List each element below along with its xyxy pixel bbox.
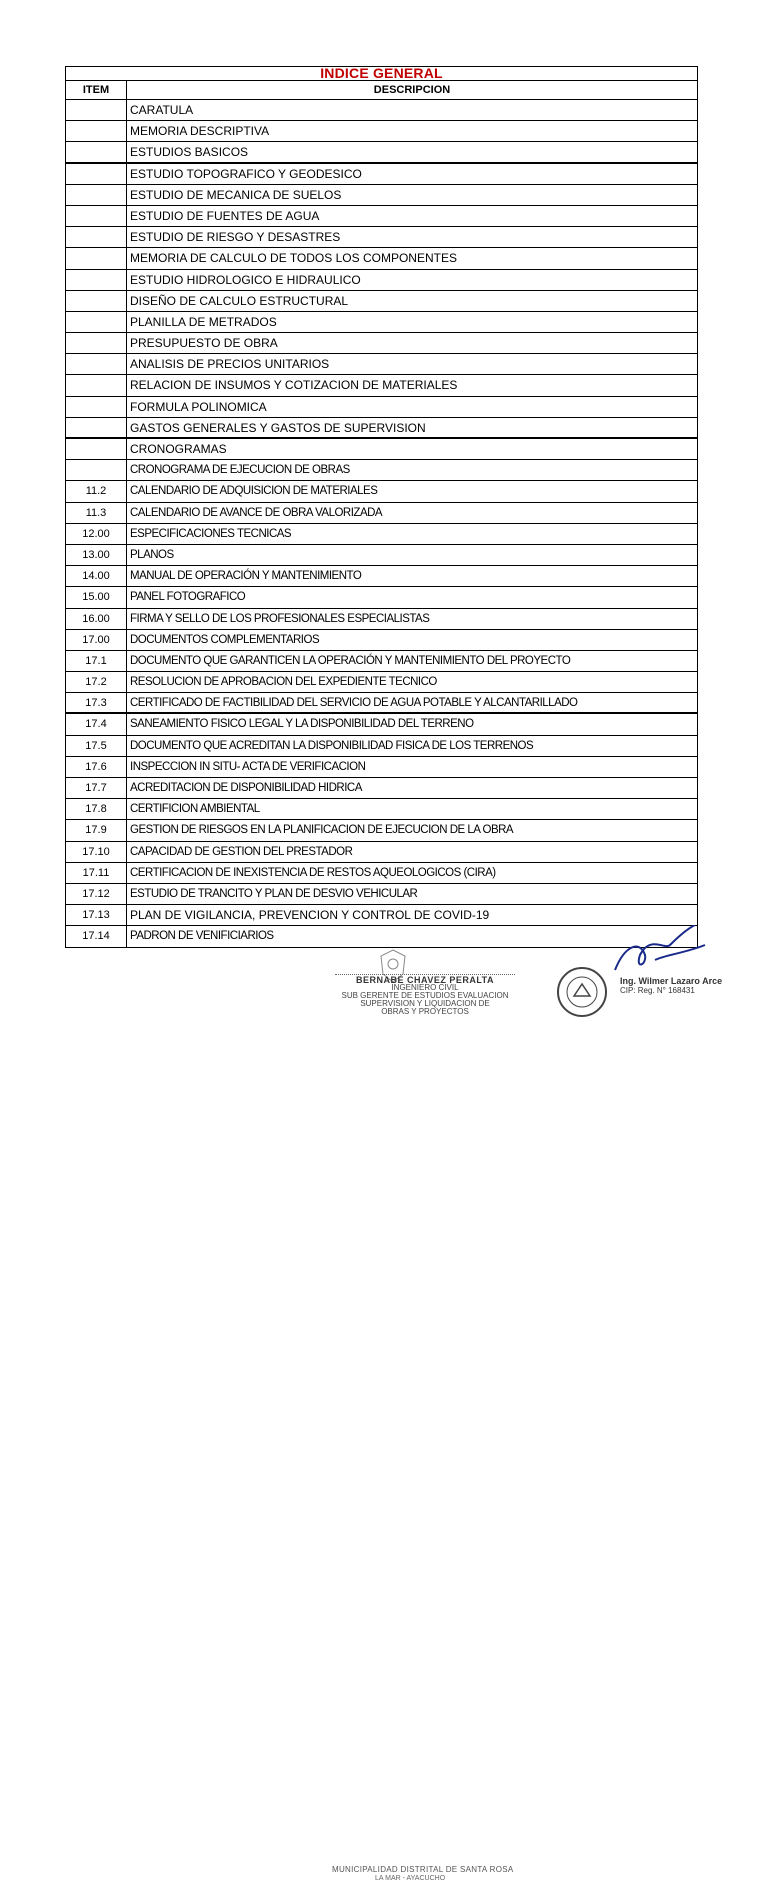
row-description: GASTOS GENERALES Y GASTOS DE SUPERVISION bbox=[130, 420, 426, 435]
header-description: DESCRIPCION bbox=[373, 84, 451, 96]
row-item bbox=[66, 460, 127, 480]
row-item bbox=[66, 291, 127, 311]
row-description: MEMORIA DE CALCULO DE TODOS LOS COMPONENTES bbox=[130, 251, 457, 266]
row-item bbox=[66, 312, 127, 332]
row-item: 17.13 bbox=[66, 905, 127, 925]
table-row bbox=[66, 905, 697, 926]
table-row bbox=[66, 185, 697, 206]
row-description: PLANOS bbox=[130, 548, 174, 561]
left-engineer-role-2: SUPERVISION Y LIQUIDACION DE bbox=[360, 999, 490, 1008]
row-item: 17.7 bbox=[66, 778, 127, 798]
row-description: ESPECIFICACIONES TECNICAS bbox=[130, 527, 292, 540]
table-row bbox=[66, 545, 697, 566]
table-row bbox=[66, 630, 697, 651]
row-item bbox=[66, 248, 127, 268]
row-description: PANEL FOTOGRAFICO bbox=[130, 591, 246, 604]
table-row bbox=[66, 248, 697, 269]
header-item: ITEM bbox=[66, 81, 127, 99]
row-description: ESTUDIO DE TRANCITO Y PLAN DE DESVIO VEHICULAR bbox=[130, 887, 418, 900]
row-description: ESTUDIO DE RIESGO Y DESASTRES bbox=[130, 230, 341, 245]
municipality-place-text: LA MAR - AYACUCHO bbox=[375, 1875, 446, 1882]
table-row bbox=[66, 227, 697, 248]
row-description: CERTIFICION AMBIENTAL bbox=[130, 803, 260, 816]
row-description: ANALISIS DE PRECIOS UNITARIOS bbox=[130, 357, 330, 372]
table-row bbox=[66, 778, 697, 799]
table-row bbox=[66, 312, 697, 333]
left-engineer-role-3: OBRAS Y PROYECTOS bbox=[381, 1007, 469, 1016]
table-header bbox=[66, 81, 697, 100]
row-description: FIRMA Y SELLO DE LOS PROFESIONALES ESPECIALISTAS bbox=[130, 612, 430, 625]
row-description: GESTION DE RIESGOS EN LA PLANIFICACION DE EJECUCION DE LA OBRA bbox=[130, 824, 514, 837]
table-row bbox=[66, 651, 697, 672]
row-description: ESTUDIOS BASICOS bbox=[130, 145, 249, 160]
row-description: PADRON DE VENIFICIARIOS bbox=[130, 930, 274, 943]
row-description: CALENDARIO DE ADQUISICION DE MATERIALES bbox=[130, 485, 378, 498]
row-item bbox=[66, 375, 127, 395]
table-row bbox=[66, 587, 697, 608]
left-engineer-role-1: SUB GERENTE DE ESTUDIOS EVALUACION bbox=[341, 991, 509, 1000]
left-engineer-title: INGENIERO CIVIL bbox=[391, 983, 459, 992]
table-row bbox=[66, 524, 697, 545]
row-item bbox=[66, 270, 127, 290]
document-title: INDICE GENERAL bbox=[66, 67, 697, 81]
row-item: 15.00 bbox=[66, 587, 127, 607]
right-engineer-name: Ing. Wilmer Lazaro Arce bbox=[620, 976, 723, 986]
table-row bbox=[66, 693, 697, 714]
row-description: RELACION DE INSUMOS Y COTIZACION DE MATERIALES bbox=[130, 378, 458, 393]
row-description: CRONOGRAMAS bbox=[130, 442, 227, 456]
row-description: CALENDARIO DE AVANCE DE OBRA VALORIZADA bbox=[130, 506, 383, 519]
row-item: 17.8 bbox=[66, 799, 127, 819]
row-item bbox=[66, 142, 127, 161]
table-row bbox=[66, 100, 697, 121]
table-row bbox=[66, 757, 697, 778]
row-item bbox=[66, 164, 127, 184]
seal-icon bbox=[556, 966, 608, 1018]
table-row bbox=[66, 142, 697, 163]
row-item bbox=[66, 354, 127, 374]
row-item bbox=[66, 333, 127, 353]
table-row bbox=[66, 503, 697, 524]
row-description: DOCUMENTOS COMPLEMENTARIOS bbox=[130, 633, 320, 646]
row-item: 17.1 bbox=[66, 651, 127, 671]
row-item bbox=[66, 185, 127, 205]
table-row bbox=[66, 121, 697, 142]
row-description: CERTIFICACION DE INEXISTENCIA DE RESTOS AQUEOLOGICOS (CIRA) bbox=[130, 866, 496, 879]
table-row bbox=[66, 842, 697, 863]
row-item: 17.3 bbox=[66, 693, 127, 712]
signature-area bbox=[0, 930, 768, 1882]
row-description: ACREDITACION DE DISPONIBILIDAD HIDRICA bbox=[130, 782, 362, 794]
row-description: DISEÑO DE CALCULO ESTRUCTURAL bbox=[130, 293, 349, 308]
row-description: INSPECCION IN SITU- ACTA DE VERIFICACION bbox=[130, 760, 366, 773]
row-item: 17.10 bbox=[66, 842, 127, 862]
row-item: 12.00 bbox=[66, 524, 127, 544]
row-item bbox=[66, 397, 127, 417]
row-item bbox=[66, 121, 127, 141]
row-item: 17.6 bbox=[66, 757, 127, 777]
row-description: MEMORIA DESCRIPTIVA bbox=[130, 124, 270, 139]
table-row bbox=[66, 566, 697, 587]
table-row bbox=[66, 609, 697, 630]
row-item: 17.11 bbox=[66, 863, 127, 883]
table-row bbox=[66, 397, 697, 418]
table-row bbox=[66, 460, 697, 481]
row-item: 17.4 bbox=[66, 714, 127, 734]
row-item: 11.3 bbox=[66, 503, 127, 523]
row-item: 11.2 bbox=[66, 481, 127, 501]
table-row bbox=[66, 375, 697, 396]
row-item bbox=[66, 100, 127, 120]
row-description: CERTIFICADO DE FACTIBILIDAD DEL SERVICIO DE AGUA POTABLE Y ALCANTARILLADO bbox=[130, 697, 578, 710]
row-description: DOCUMENTO QUE ACREDITAN LA DISPONIBILIDAD FISICA DE LOS TERRENOS bbox=[130, 739, 534, 752]
row-description: PLAN DE VIGILANCIA, PREVENCION Y CONTROL DE COVID-19 bbox=[130, 908, 490, 923]
table-row bbox=[66, 799, 697, 820]
table-row bbox=[66, 354, 697, 375]
left-engineer-name: BERNABE CHAVEZ PERALTA bbox=[335, 974, 515, 984]
row-item: 17.14 bbox=[66, 926, 127, 946]
table-row bbox=[66, 164, 697, 185]
table-row bbox=[66, 820, 697, 841]
row-description: DOCUMENTO QUE GARANTICEN LA OPERACIÓN Y MANTENIMIENTO DEL PROYECTO bbox=[130, 654, 571, 667]
row-description: PLANILLA DE METRADOS bbox=[130, 314, 277, 329]
row-item bbox=[66, 227, 127, 247]
row-item: 17.5 bbox=[66, 736, 127, 756]
table-row bbox=[66, 884, 697, 905]
row-item: 17.2 bbox=[66, 672, 127, 692]
table-row bbox=[66, 714, 697, 735]
row-item bbox=[66, 206, 127, 226]
table-row bbox=[66, 206, 697, 227]
row-description: ESTUDIO DE MECANICA DE SUELOS bbox=[130, 187, 342, 202]
table-row bbox=[66, 863, 697, 884]
row-description: PRESUPUESTO DE OBRA bbox=[130, 336, 278, 351]
row-item: 17.12 bbox=[66, 884, 127, 904]
municipality-stamp-text: MUNICIPALIDAD DISTRITAL DE SANTA ROSA bbox=[332, 1865, 514, 1874]
row-description: MANUAL DE OPERACIÓN Y MANTENIMIENTO bbox=[130, 570, 362, 583]
table-row bbox=[66, 481, 697, 502]
engineer-stamp-left bbox=[335, 974, 515, 1016]
table-row bbox=[66, 333, 697, 354]
row-item: 17.9 bbox=[66, 820, 127, 840]
row-description: CARATULA bbox=[130, 103, 194, 117]
engineer-stamp-right bbox=[620, 976, 722, 995]
row-item: 14.00 bbox=[66, 566, 127, 586]
table-row bbox=[66, 439, 697, 460]
table-row bbox=[66, 736, 697, 757]
index-table bbox=[65, 66, 698, 948]
right-engineer-cip: CIP: Reg. N° 168431 bbox=[620, 986, 695, 995]
row-description: SANEAMIENTO FISICO LEGAL Y LA DISPONIBILIDAD DEL TERRENO bbox=[130, 718, 474, 731]
row-description: CAPACIDAD DE GESTION DEL PRESTADOR bbox=[130, 845, 353, 858]
table-row bbox=[66, 291, 697, 312]
row-description: ESTUDIO TOPOGRAFICO Y GEODESICO bbox=[130, 166, 362, 181]
row-description: FORMULA POLINOMICA bbox=[130, 399, 267, 414]
table-body bbox=[66, 100, 697, 948]
row-item: 13.00 bbox=[66, 545, 127, 565]
row-item: 16.00 bbox=[66, 609, 127, 629]
table-row bbox=[66, 672, 697, 693]
row-description: ESTUDIO DE FUENTES DE AGUA bbox=[130, 208, 320, 223]
row-item: 17.00 bbox=[66, 630, 127, 650]
table-row bbox=[66, 418, 697, 439]
row-description: ESTUDIO HIDROLOGICO E HIDRAULICO bbox=[130, 272, 361, 287]
row-description: RESOLUCION DE APROBACION DEL EXPEDIENTE TECNICO bbox=[130, 676, 437, 689]
row-item bbox=[66, 439, 127, 459]
row-description: CRONOGRAMA DE EJECUCION DE OBRAS bbox=[130, 464, 350, 477]
row-item bbox=[66, 418, 127, 437]
table-row bbox=[66, 270, 697, 291]
